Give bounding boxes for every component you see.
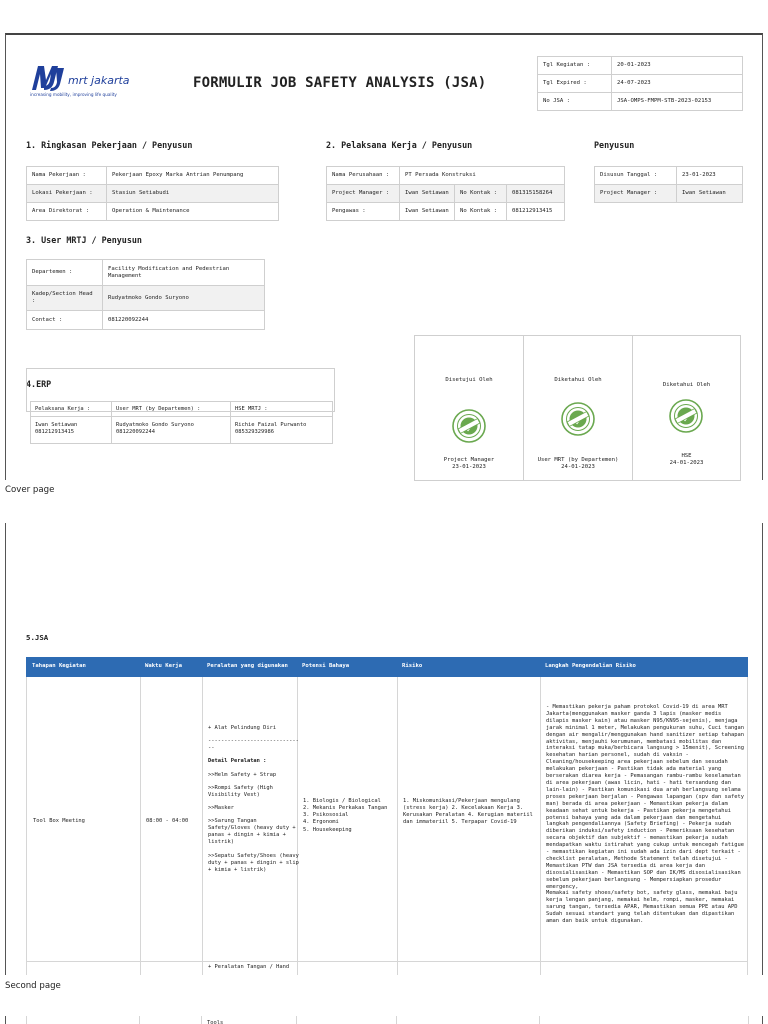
peralatan-item: >>Helm Safety + Strap xyxy=(208,771,277,778)
meta-label: Tgl Expired : xyxy=(538,75,612,93)
approval-header: Diketahui Oleh xyxy=(662,382,711,388)
col-tahapan-header: Tahapan Kegiatan xyxy=(32,663,86,669)
field-label: Pengawas : xyxy=(327,203,400,221)
meta-value: 24-07-2023 xyxy=(612,75,743,93)
field-value: Operation & Maintenance xyxy=(107,203,279,221)
meta-label: Tgl Kegiatan : xyxy=(538,57,612,75)
peralatan-item: >>Masker xyxy=(208,804,234,811)
cover-page-caption: Cover page xyxy=(5,485,55,495)
meta-value: JSA-OMPS-FMPM-STB-2023-02153 xyxy=(612,93,743,111)
approval-box xyxy=(414,335,741,481)
field-label: No Kontak : xyxy=(455,185,507,203)
second-page xyxy=(5,523,763,975)
jsa-risiko-cell: 1. Miskomunikasi/Pekerjaan mengulang (stress kerja) 2. Kecelakaan Kerja 3. Kerusakan Peralatan 4. Kerugian materiil dan immateriil 5. Terpapar Covid-19 xyxy=(403,798,533,826)
field-value: Stasiun Setiabudi xyxy=(107,185,279,203)
jsa-table-header xyxy=(26,657,748,677)
field-label: Contact : xyxy=(27,311,103,330)
jsa-potensi-cell: 1. Biologis / Biological 2. Mekanis Perkakas Tangan 3. Psikososial 4. Ergonomi 5. Housekeeping xyxy=(303,798,388,833)
erp-header: User MRT (by Departemen) : xyxy=(116,406,201,412)
field-value: Pekerjaan Epoxy Marka Antrian Penumpang xyxy=(107,167,279,185)
peralatan-intro: + Alat Pelindung Diri xyxy=(208,725,277,731)
field-label: No Kontak : xyxy=(455,203,507,221)
mrt-logo-icon xyxy=(30,62,66,92)
jsa-section-title: 5.JSA xyxy=(26,633,49,642)
approved-seal-icon xyxy=(452,409,486,443)
jsa-waktu-cell: 08:00 - 04:00 xyxy=(146,818,189,824)
form-title: FORMULIR JOB SAFETY ANALYSIS (JSA) xyxy=(193,75,487,91)
section2-table xyxy=(326,166,565,221)
erp-value: Richie Faizal Purwanto 085329329986 xyxy=(235,422,307,436)
field-value: Rudyatmoko Gondo Suryono xyxy=(103,286,265,311)
meta-label: No JSA : xyxy=(538,93,612,111)
approval-footer: Project Manager 23-01-2023 xyxy=(443,457,495,471)
field-label: Project Manager : xyxy=(595,185,677,203)
approval-header: Disetujui Oleh xyxy=(445,377,493,383)
meta-value: 20-01-2023 xyxy=(612,57,743,75)
logo-brand-text: mrt jakarta xyxy=(68,74,130,87)
peralatan-detail-title: Detail Peralatan : xyxy=(208,758,267,765)
field-label: Nama Pekerjaan : xyxy=(27,167,107,185)
meta-table xyxy=(537,56,743,111)
col-potensi-header: Potensi Bahaya xyxy=(302,663,350,669)
field-label: Area Direktorat : xyxy=(27,203,107,221)
mrt-jakarta-logo xyxy=(30,62,150,102)
section1-title: 1. Ringkasan Pekerjaan / Penyusun xyxy=(26,140,193,150)
col-peralatan-header: Peralatan yang digunakan xyxy=(207,663,288,669)
col-langkah-header: Langkah Pengendalian Risiko xyxy=(545,663,636,669)
field-value: Iwan Setiawan xyxy=(400,185,455,203)
peralatan-item: >>Sepatu Safety/Shoes (heavy duty + panas + dingin + slip + kimia + listrik) xyxy=(208,852,299,873)
approval-column xyxy=(524,336,633,480)
logo-tagline: increasing mobility, improving life quality xyxy=(30,92,117,97)
erp-value: Rudyatmoko Gondo Suryono 081220092244 xyxy=(116,422,194,436)
approval-column xyxy=(633,336,740,480)
erp-header: HSE MRTJ : xyxy=(235,406,268,412)
jsa-peralatan-cell xyxy=(208,725,300,874)
field-value: PT Persada Konstruksi xyxy=(400,167,565,185)
jsa-langkah-cell: - Memastikan pekerja paham protokol Covid-19 di area MRT Jakarta(menggunakan masker ganda 3 lapis (masker medis dilapis masker kain) atau masker N95/KN95-sejenis), menjaga jarak minimal 1 meter, Melakukan pengukuran suhu, Cuci tangan dengan air mengalir/menggunakan hand sanitizer setiap tahapan aktivitas, menjauhi kerumunan, membatasi mobilitas dan interaksi tatap muka/berbicara langsung > 15menit), Screening kesehatan harian personel, sudah di vaksin - Cleaning/housekeeping area pekerjaan sebelum dan sesudah melakukan pekerjaan - Pastikan tidak ada material yang berserakan diarea kerja - Pemasangan rambu-rambu keselamatan di area pekerjaan (awas licin, hati - hati tersandung dan lain-lain) - Pastikan komunikasi dua arah berlangsung selama proses pekerjaan berjalan - Pengawas lapangan (spv dan safety man) berada di area pekerjaan - Memastikan pekerja dalam keadaan sehat untuk bekerja - Pastikan pekerja mengetahui potensi bahaya yang ada dalam pekerjaan dan mengetahui langkah pengendaliannya (Safety Briefing) - Pekerja sudah diberikan induksi/safety induction - Pemeriksaan kesehatan secara objektif dan subjektif - memastikan pekerja sudah mendapatkan waktu istirahat yang cukup untuk mencegah fatigue - memastikan kegiatan ini sudah ada izin dari dept terkait - checklist peralatan, Methode Statement telah disetujui - Memastikan PTW dan JSA tersedia di area kerja dan disosialisasikan - Memastikan SOP dan IK/MS disosialisasikan sebelum pekerjaan berlangsung - Mempersiapkan prosedur emergency, Memakai safety shoes/safety bot, safety glass, memakai baju kerja lengan panjang, memakai helm, rompi, masker, memakai sarung tangan, tersedia APAR, Memastikan semua PPE atau APD Sudah sesuai standart yang telah ditentukan dan dipastikan aman dan baik untuk digunakan. xyxy=(546,704,744,925)
field-label: Nama Perusahaan : xyxy=(327,167,400,185)
approval-column xyxy=(415,336,524,480)
field-label: Kadep/Section Head : xyxy=(27,286,103,311)
jsa-table-body xyxy=(26,677,748,975)
field-value: Iwan Setiawan xyxy=(677,185,743,203)
field-value: 081212913415 xyxy=(507,203,565,221)
field-value: 23-01-2023 xyxy=(677,167,743,185)
field-value: 081315158264 xyxy=(507,185,565,203)
field-label: Disusun Tanggal : xyxy=(595,167,677,185)
col-risiko-header: Risiko xyxy=(402,663,423,669)
erp-table xyxy=(30,401,333,444)
approved-seal-icon xyxy=(561,402,595,436)
erp-title: 4.ERP xyxy=(26,379,52,389)
peralatan-separator: ------------------------------ xyxy=(208,738,299,752)
penyusun-title: Penyusun xyxy=(594,140,635,150)
col-waktu-header: Waktu Kerja xyxy=(145,663,183,669)
approval-footer: User MRT (by Departemen) 24-01-2023 xyxy=(537,457,619,471)
section3-table xyxy=(26,259,265,330)
approved-seal-icon xyxy=(669,399,703,433)
erp-header: Pelaksana Kerja : xyxy=(35,406,91,412)
second-page-caption: Second page xyxy=(5,981,61,991)
field-label: Lokasi Pekerjaan : xyxy=(27,185,107,203)
field-label: Departemen : xyxy=(27,260,103,286)
erp-value: Iwan Setiawan 081212913415 xyxy=(35,422,78,436)
field-value: 081220092244 xyxy=(103,311,265,330)
section3-title: 3. User MRTJ / Penyusun xyxy=(26,235,142,245)
field-label: Project Manager : xyxy=(327,185,400,203)
approval-footer: HSE 24-01-2023 xyxy=(669,453,704,467)
penyusun-table xyxy=(594,166,743,203)
approval-header: Diketahui Oleh xyxy=(554,377,602,383)
field-value: Iwan Setiawan xyxy=(400,203,455,221)
peralatan-fragment: Tools xyxy=(207,1020,224,1024)
peralatan-item: >>Sarung Tangan Safety/Gloves (heavy duty + panas + dingin + kimia + listrik) xyxy=(208,818,296,846)
field-value: Facility Modification and Pedestrian Management xyxy=(103,260,265,286)
jsa-tahapan-cell: Tool Box Meeting xyxy=(33,818,85,824)
section2-title: 2. Pelaksana Kerja / Penyusun xyxy=(326,140,473,150)
jsa-next-row-peralatan: + Peralatan Tangan / Hand xyxy=(208,964,290,970)
peralatan-item: >>Rompi Safety (High Visibility Vest) xyxy=(208,784,273,798)
section1-table xyxy=(26,166,279,221)
third-page-fragment xyxy=(5,1016,763,1024)
